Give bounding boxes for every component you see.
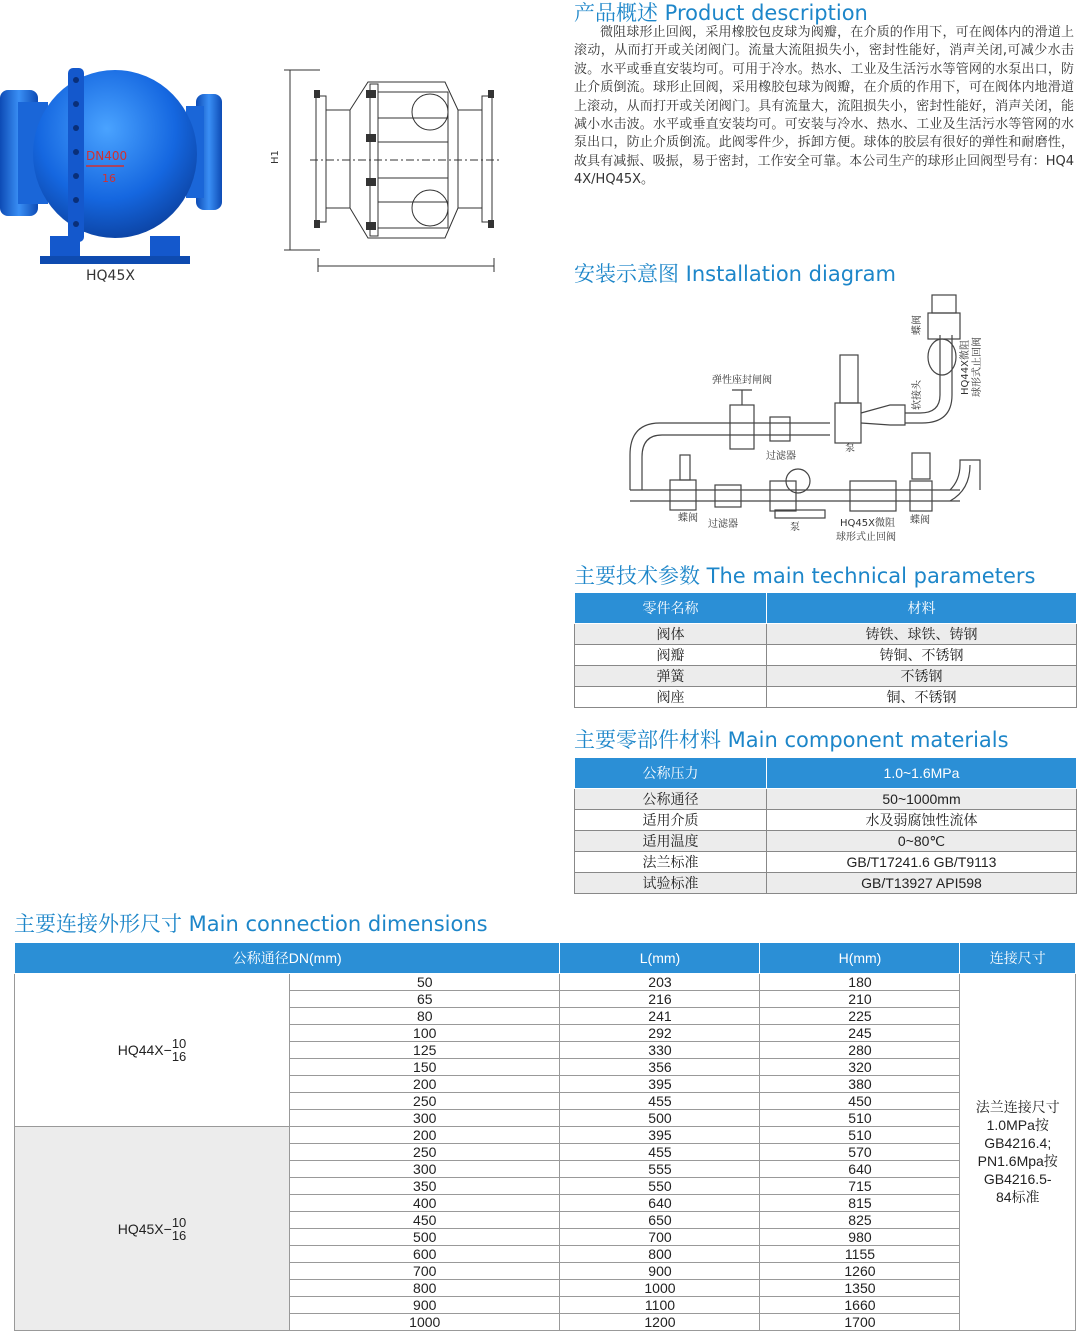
- install-heading: 安装示意图 Installation diagram: [574, 262, 896, 286]
- label-filter-top: 过滤器: [766, 451, 796, 462]
- installation-diagram: [620, 285, 1060, 550]
- h-cell: 980: [760, 1229, 960, 1246]
- dn-cell: 400: [290, 1195, 560, 1212]
- connection-note-line: GB4216.4;: [984, 1135, 1052, 1151]
- h-cell: 1660: [760, 1297, 960, 1314]
- l-cell: 550: [560, 1178, 760, 1195]
- model-pressure-2: 16: [171, 1049, 187, 1064]
- h-cell: 815: [760, 1195, 960, 1212]
- connection-note-line: 1.0MPa按: [986, 1117, 1049, 1133]
- dims-header-dn: 公称通径DN(mm): [15, 943, 560, 974]
- valve-section-drawing: [270, 60, 510, 280]
- connection-note-line: 法兰连接尺寸: [975, 1099, 1060, 1115]
- l-cell: 900: [560, 1263, 760, 1280]
- label-hq44x-2: 球形式止回阀: [972, 337, 983, 397]
- dn-cell: 700: [290, 1263, 560, 1280]
- desc-body: 微阻球形止回阀，采用橡胶包皮球为阀瓣，在介质的作用下，可在阀体内的滑道上滚动，从而打开或关闭阀门。流量大流阻损失小，密封性能好，消声关闭,可减少水击波。水平或垂直安装均可。可用于冷水。热水、工业及生活污水等管网的水泵出口，防止介质倒流。球形止回阀，采用橡胶包球为阀瓣，在介质的作用下，可在阀体内地滑道上滚动，从而打开或关闭阀门。具有流量大，流阻损失小，密封性能好，消声关闭，能减小水击波。水平或垂直安装均可。可安装与冷水、热水、工业及生活污水等管网的水泵出口，防止介质倒流。此阀零件少，拆卸方便。球体的胶层有很好的弹性和耐磨性，故具有减振、吸振，易于密封，工作安全可靠。本公司生产的球形止回阀型号有：HQ44X/HQ45X。: [574, 25, 1074, 188]
- model-name: HQ44X−: [117, 1042, 172, 1058]
- dn-cell: 1000: [290, 1314, 560, 1331]
- dn-cell: 80: [290, 1008, 560, 1025]
- l-cell: 700: [560, 1229, 760, 1246]
- label-gate-valve: 弹性座封闸阀: [712, 375, 772, 386]
- connection-note-line: GB4216.5-: [983, 1171, 1052, 1187]
- materials-header-label: 公称压力: [575, 758, 767, 789]
- h-cell: 825: [760, 1212, 960, 1229]
- tech-table: [574, 592, 1077, 708]
- model-pressure-1: 10: [171, 1036, 187, 1051]
- dn-cell: 50: [290, 974, 560, 991]
- dn-cell: 100: [290, 1025, 560, 1042]
- dn-cell: 65: [290, 991, 560, 1008]
- desc-heading: 产品概述 Product description: [574, 1, 868, 25]
- h-cell: 450: [760, 1093, 960, 1110]
- l-cell: 640: [560, 1195, 760, 1212]
- l-cell: 1000: [560, 1280, 760, 1297]
- h-cell: 640: [760, 1161, 960, 1178]
- h-cell: 320: [760, 1059, 960, 1076]
- dn-cell: 200: [290, 1076, 560, 1093]
- table-row: 阀座 铜、不锈钢: [575, 687, 1077, 708]
- label-hq45x-2: 球形式止回阀: [836, 532, 896, 543]
- casting-pn: 16: [102, 172, 116, 185]
- dn-cell: 250: [290, 1144, 560, 1161]
- drawing-h-label: H1: [270, 150, 281, 164]
- casting-dn: DN400: [86, 149, 128, 163]
- l-cell: 800: [560, 1246, 760, 1263]
- h-cell: 1350: [760, 1280, 960, 1297]
- h-cell: 510: [760, 1110, 960, 1127]
- dn-cell: 900: [290, 1297, 560, 1314]
- dn-cell: 500: [290, 1229, 560, 1246]
- product-caption: HQ45X: [86, 268, 135, 284]
- label-butterfly-top: 蝶阀: [912, 315, 923, 335]
- tech-header-material: 材料: [767, 593, 1077, 624]
- l-cell: 216: [560, 991, 760, 1008]
- materials-heading: 主要零部件材料 Main component materials: [574, 728, 1009, 752]
- h-cell: 210: [760, 991, 960, 1008]
- valve-product-image: [0, 60, 240, 270]
- dn-cell: 200: [290, 1127, 560, 1144]
- h-cell: 380: [760, 1076, 960, 1093]
- connection-note-line: 84标准: [995, 1189, 1040, 1205]
- dims-header-h: H(mm): [760, 943, 960, 974]
- label-butterfly-right: 蝶阀: [910, 515, 930, 526]
- dims-table: [14, 942, 1076, 1331]
- label-hq45x: HQ45X微阻: [840, 518, 895, 529]
- table-row: [15, 1127, 1076, 1144]
- l-cell: 650: [560, 1212, 760, 1229]
- dn-cell: 350: [290, 1178, 560, 1195]
- table-row: 弹簧 不锈钢: [575, 666, 1077, 687]
- label-pump-bottom: 泵: [790, 522, 800, 533]
- l-cell: 203: [560, 974, 760, 991]
- h-cell: 570: [760, 1144, 960, 1161]
- h-cell: 245: [760, 1025, 960, 1042]
- dn-cell: 150: [290, 1059, 560, 1076]
- table-row: 试验标准 GB/T13927 API598: [575, 873, 1077, 894]
- materials-header-value: 1.0~1.6MPa: [767, 758, 1077, 789]
- table-row: 法兰标准 GB/T17241.6 GB/T9113: [575, 852, 1077, 873]
- dn-cell: 450: [290, 1212, 560, 1229]
- h-cell: 715: [760, 1178, 960, 1195]
- model-cell: [15, 1127, 290, 1331]
- dn-cell: 600: [290, 1246, 560, 1263]
- tech-header-part: 零件名称: [575, 593, 767, 624]
- h-cell: 1155: [760, 1246, 960, 1263]
- table-row: [15, 974, 1076, 991]
- tech-heading: 主要技术参数 The main technical parameters: [574, 564, 1036, 588]
- l-cell: 241: [560, 1008, 760, 1025]
- dn-cell: 300: [290, 1161, 560, 1178]
- dn-cell: 300: [290, 1110, 560, 1127]
- l-cell: 395: [560, 1076, 760, 1093]
- h-cell: 510: [760, 1127, 960, 1144]
- h-cell: 1700: [760, 1314, 960, 1331]
- h-cell: 280: [760, 1042, 960, 1059]
- materials-table: [574, 757, 1077, 894]
- table-row: 阀瓣 铸铜、不锈钢: [575, 645, 1077, 666]
- l-cell: 1100: [560, 1297, 760, 1314]
- label-hq44x: HQ44X微阻: [960, 340, 971, 395]
- label-butterfly-left: 蝶阀: [678, 513, 698, 524]
- table-row: 适用温度 0~80℃: [575, 831, 1077, 852]
- h-cell: 180: [760, 974, 960, 991]
- l-cell: 455: [560, 1144, 760, 1161]
- dims-heading: 主要连接外形尺寸 Main connection dimensions: [14, 912, 488, 936]
- l-cell: 555: [560, 1161, 760, 1178]
- model-pressure-1: 10: [171, 1214, 187, 1230]
- l-cell: 1200: [560, 1314, 760, 1331]
- h-cell: 1260: [760, 1263, 960, 1280]
- model-cell: [15, 974, 290, 1127]
- label-pump-top: 泵: [845, 443, 855, 454]
- l-cell: 455: [560, 1093, 760, 1110]
- model-pressure-2: 16: [171, 1227, 187, 1243]
- dn-cell: 125: [290, 1042, 560, 1059]
- model-name: HQ45X−: [117, 1220, 172, 1237]
- label-filter-bottom: 过滤器: [708, 519, 738, 530]
- connection-note: [960, 974, 1076, 1331]
- l-cell: 500: [560, 1110, 760, 1127]
- l-cell: 356: [560, 1059, 760, 1076]
- l-cell: 395: [560, 1127, 760, 1144]
- dn-cell: 250: [290, 1093, 560, 1110]
- h-cell: 225: [760, 1008, 960, 1025]
- l-cell: 292: [560, 1025, 760, 1042]
- dn-cell: 800: [290, 1280, 560, 1297]
- table-row: 公称通径 50~1000mm: [575, 789, 1077, 810]
- l-cell: 330: [560, 1042, 760, 1059]
- dims-header-l: L(mm): [560, 943, 760, 974]
- label-soft-joint: 软接头: [912, 380, 923, 410]
- table-row: 适用介质 水及弱腐蚀性流体: [575, 810, 1077, 831]
- table-row: 阀体 铸铁、球铁、铸钢: [575, 624, 1077, 645]
- dims-header-connection: 连接尺寸: [960, 943, 1076, 974]
- connection-note-line: PN1.6Mpa按: [977, 1153, 1058, 1169]
